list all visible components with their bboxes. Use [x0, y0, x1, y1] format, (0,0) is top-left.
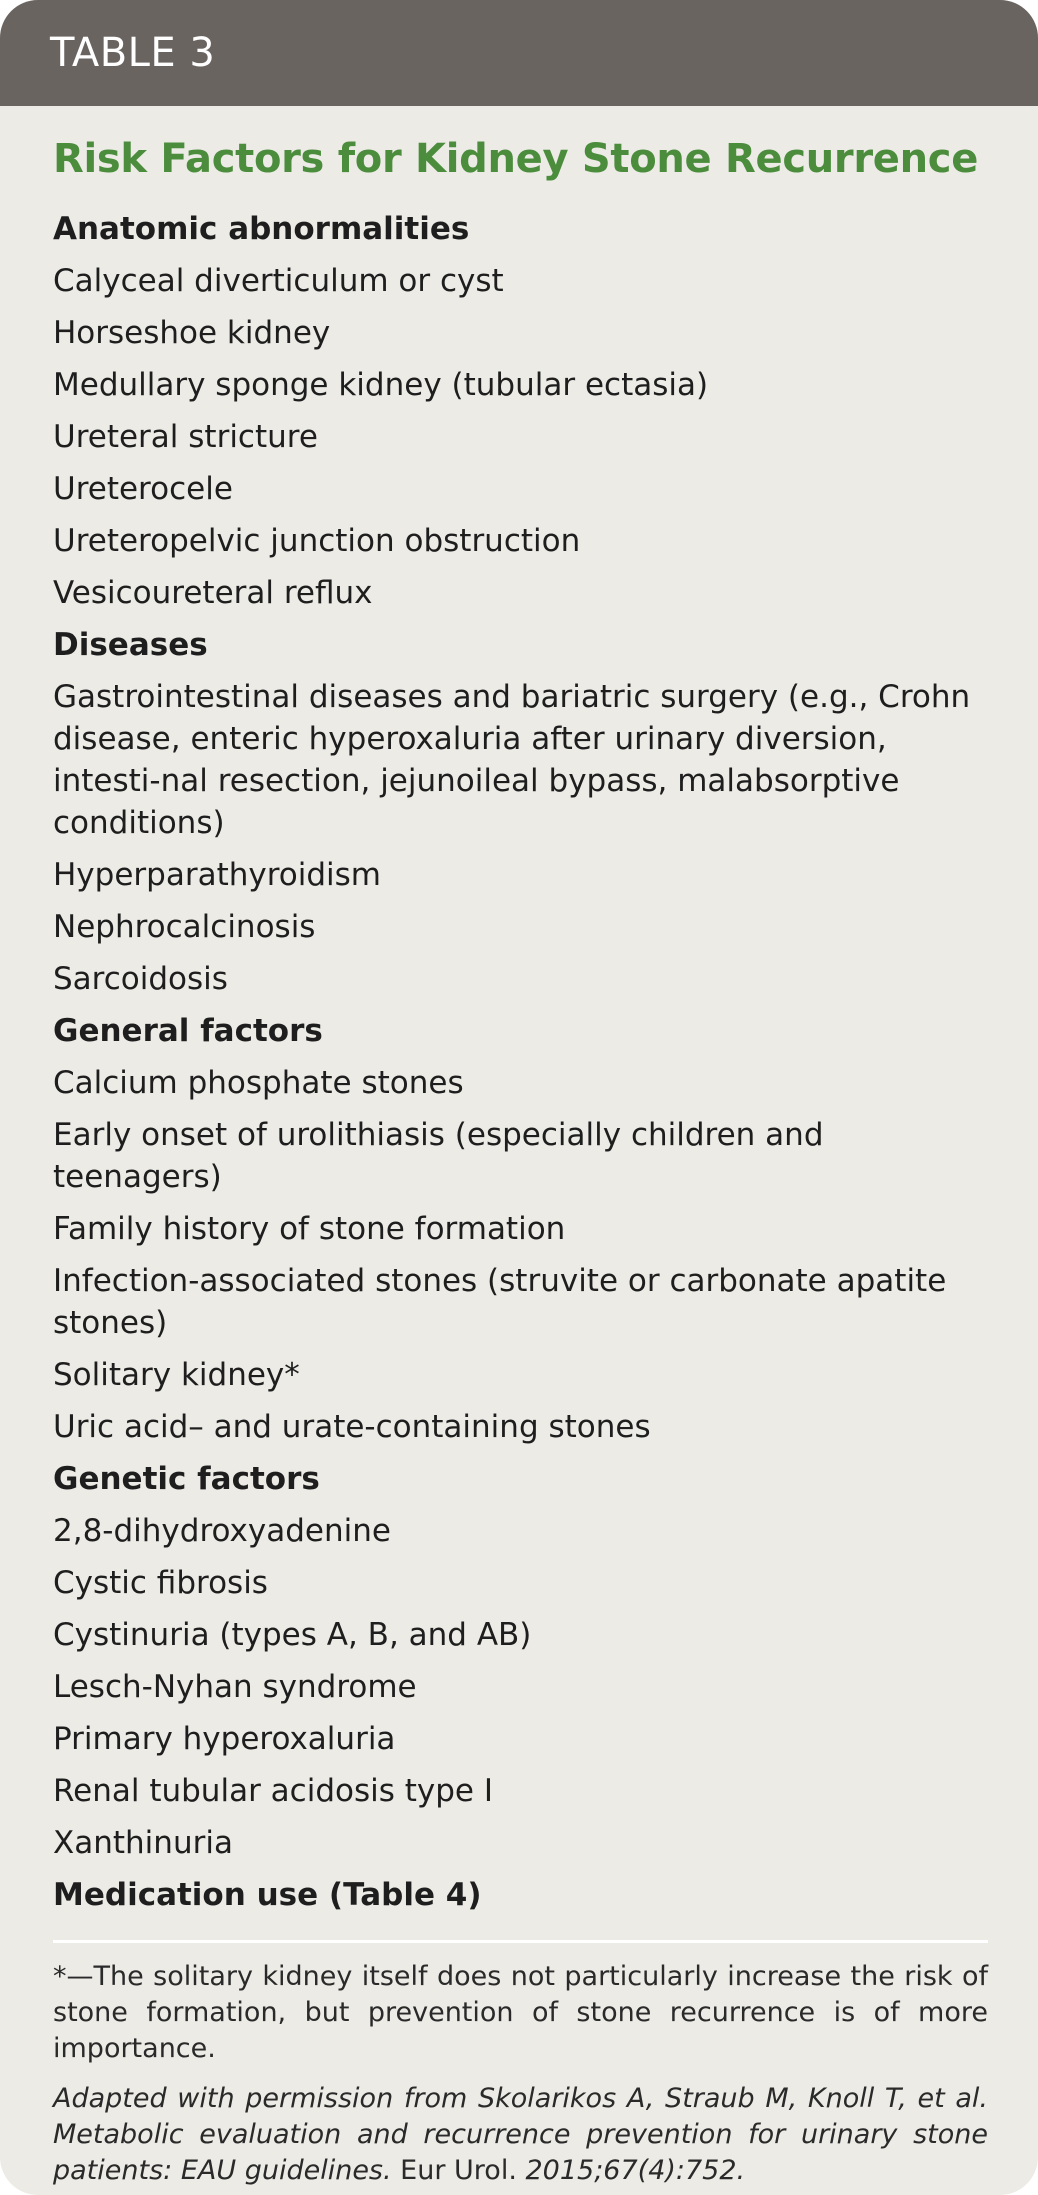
list-item: Early onset of urolithiasis (especially children and teenagers): [53, 1117, 824, 1195]
category-heading: Diseases: [53, 627, 208, 663]
list-item: Ureteral stricture: [53, 419, 318, 455]
table-number-label: TABLE 3: [50, 30, 216, 76]
list-item: Medullary sponge kidney (tubular ectasia): [53, 367, 709, 403]
category-heading: Medication use (Table 4): [53, 1877, 482, 1913]
list-item: Primary hyperoxaluria: [53, 1721, 396, 1757]
list-item: Xanthinuria: [53, 1825, 233, 1861]
category-heading: General factors: [53, 1013, 323, 1049]
list-item: Cystinuria (types A, B, and AB): [53, 1617, 532, 1653]
category-heading: Anatomic abnormalities: [53, 211, 470, 247]
list-item: Calcium phosphate stones: [53, 1065, 464, 1101]
source-prefix: Adapted with permission from Skolarikos A, Straub M, Knoll T, et al. Metabolic evaluation and recurrence prevention for urinary stone patients: EAU guidelines.: [53, 2083, 988, 2186]
list-item: Renal tubular acidosis type I: [53, 1773, 493, 1809]
list-item: Nephrocalcinosis: [53, 909, 316, 945]
list-item: Ureteropelvic junction obstruction: [53, 523, 581, 559]
footnote: *—The solitary kidney itself does not particularly increase the risk of stone formation, but prevention of stone recurrence is of more importance.: [53, 1961, 988, 2064]
list-item: Lesch-Nyhan syndrome: [53, 1669, 417, 1705]
list-item: Vesicoureteral reflux: [53, 575, 373, 611]
table-content: [0, 106, 1038, 2189]
source-journal: Eur Urol.: [391, 2155, 517, 2186]
list-item: Gastrointestinal diseases and bariatric surgery (e.g., Crohn disease, enteric hyperoxaluria after urinary diversion, intesti-nal resection, jejunoileal bypass, malabsorptive conditions): [53, 679, 971, 841]
list-item: 2,8-dihydroxyadenine: [53, 1513, 391, 1549]
list-item: Solitary kidney*: [53, 1357, 300, 1393]
category-heading: Genetic factors: [53, 1461, 320, 1497]
list-item: Uric acid– and urate-containing stones: [53, 1409, 651, 1445]
footnote-divider: [53, 1940, 988, 1943]
list-item: Horseshoe kidney: [53, 315, 331, 351]
list-item: Sarcoidosis: [53, 961, 228, 997]
list-item: Cystic fibrosis: [53, 1565, 268, 1601]
list-item: Calyceal diverticulum or cyst: [53, 263, 504, 299]
list-item: Infection-associated stones (struvite or carbonate apatite stones): [53, 1263, 947, 1341]
table-title: Risk Factors for Kidney Stone Recurrence: [53, 136, 979, 182]
risk-factor-list: [53, 204, 988, 1922]
table-header: [0, 0, 1038, 106]
list-item: Hyperparathyroidism: [53, 857, 381, 893]
list-item: Family history of stone formation: [53, 1211, 566, 1247]
source-details: 2015;67(4):752.: [516, 2155, 746, 2186]
list-item: Ureterocele: [53, 471, 233, 507]
source-citation: [53, 2081, 988, 2189]
